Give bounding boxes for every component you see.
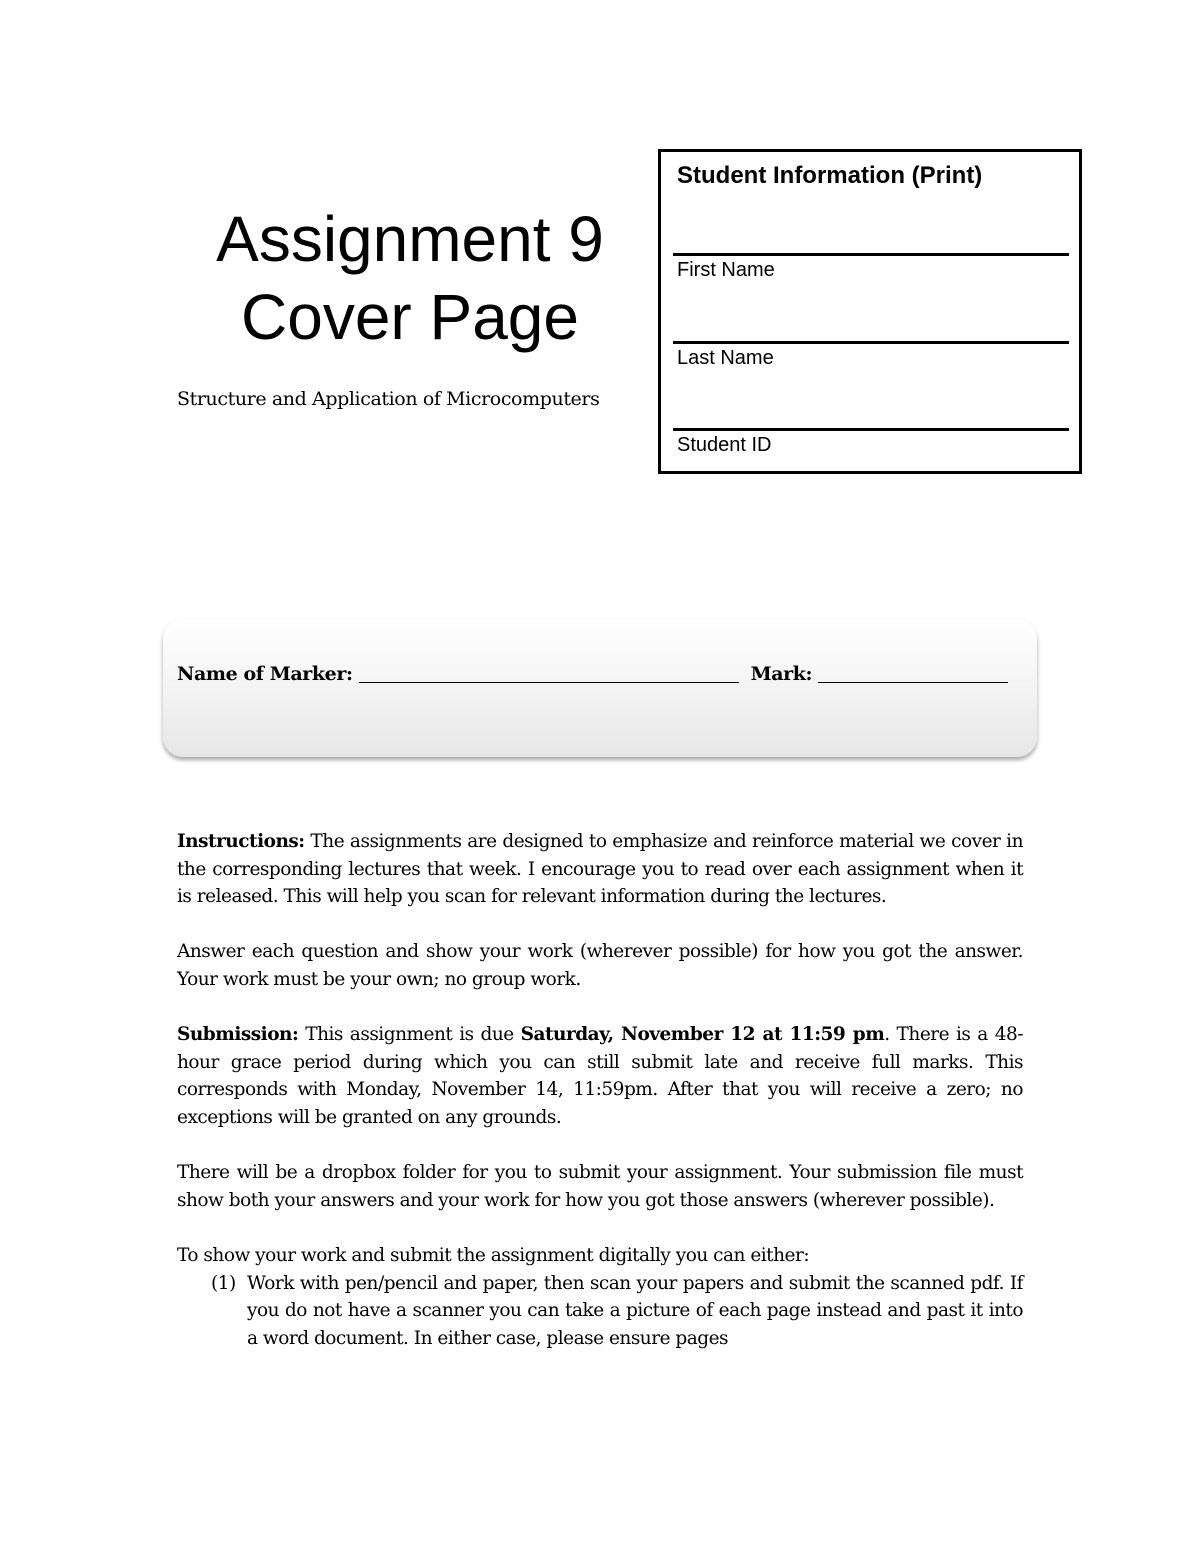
last-name-label: Last Name [677, 347, 774, 369]
body-text [177, 828, 1023, 1352]
mark-blank[interactable] [818, 682, 1008, 683]
submission-text-b: . There is a 48-hour grace period during which you can still submit late and receive full marks. This corresponds with Monday, November 14, 11:59pm. After that you will receive a zero; no exceptions will be granted on any grounds. [177, 1024, 1023, 1128]
student-id-line[interactable] [673, 428, 1069, 431]
instructions-label: Instructions: [177, 831, 305, 852]
show-work-intro: To show your work and submit the assignment digitally you can either: [177, 1244, 810, 1266]
student-id-label: Student ID [677, 434, 772, 456]
marker-row [177, 663, 1008, 685]
marker-name-label: Name of Marker: [177, 663, 353, 685]
list-item-number: (1) [211, 1272, 236, 1294]
first-name-line[interactable] [673, 253, 1069, 256]
submission-text-a: This assignment is due [298, 1024, 521, 1046]
dropbox-paragraph: There will be a dropbox folder for you to submit your assignment. Your submission file must show both your answers and your work for how you got those answers (wherever possible). [177, 1162, 1023, 1211]
list-item-text: Work with pen/pencil and paper, then scan your papers and submit the scanned pdf. If you do not have a scanner you can take a picture of each page instead and past it into a word document. In either case, please ensure pages [247, 1272, 1023, 1349]
marker-name-blank[interactable] [359, 682, 739, 683]
answer-paragraph: Answer each question and show your work (wherever possible) for how you got the answer. Your work must be your own; no group work. [177, 941, 1023, 990]
due-date: Saturday, November 12 at 11:59 pm [520, 1024, 885, 1046]
title-line-1: Assignment 9 [216, 203, 604, 275]
student-info-box [658, 149, 1082, 474]
last-name-line[interactable] [673, 341, 1069, 344]
course-subtitle: Structure and Application of Microcomputers [177, 388, 600, 410]
instructions-paragraph [177, 828, 1023, 911]
title-line-2: Cover Page [241, 281, 579, 353]
instructions-text: The assignments are designed to emphasize and reinforce material we cover in the corresponding lectures that week. I encourage you to read over each assignment when it is released. This will help you scan for relevant information during the lectures. [177, 831, 1023, 908]
submission-paragraph [177, 1021, 1023, 1131]
first-name-label: First Name [677, 259, 775, 281]
marker-panel [163, 619, 1037, 757]
list-item [211, 1270, 1023, 1353]
student-info-heading: Student Information (Print) [677, 162, 983, 189]
mark-label: Mark: [750, 663, 813, 685]
title-block [175, 200, 645, 356]
submission-label: Submission: [177, 1024, 299, 1046]
